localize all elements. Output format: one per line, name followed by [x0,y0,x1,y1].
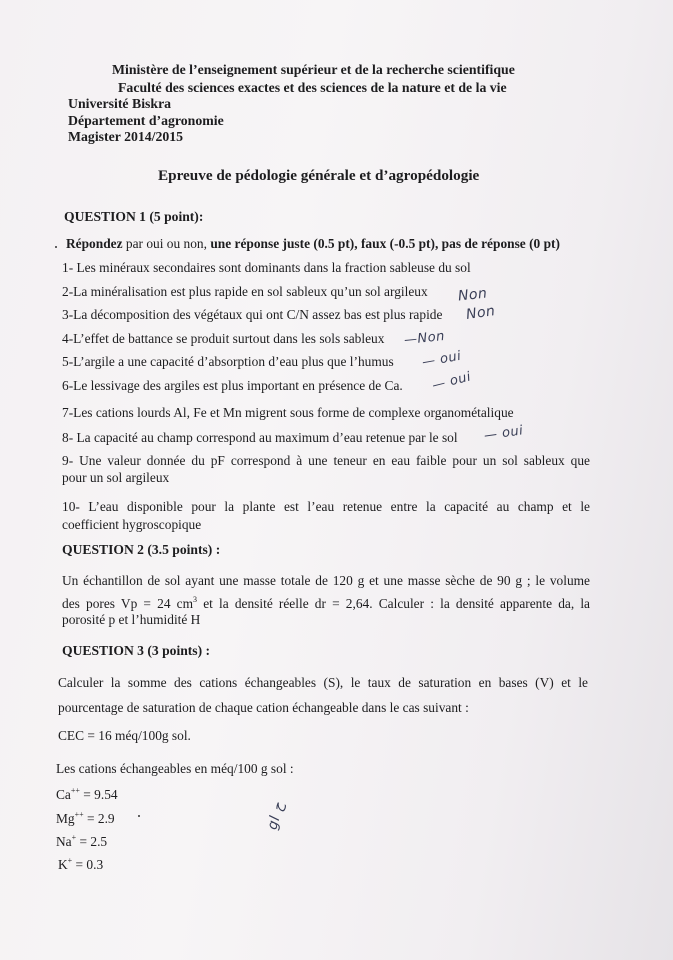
q2-line-2 [62,596,590,612]
stray-dot [138,815,140,817]
question3-heading: QUESTION 3 (3 points) : [62,643,211,658]
handwritten-answer-4: —Non [403,328,446,349]
handwritten-answer-5: — oui [420,348,463,371]
q2-pores-text: des pores Vp = 24 cm [62,596,194,611]
q1-item-4: 4-L’effet de battance se produit surtout dans les sols sableux [62,331,385,346]
q2-line-3: porosité p et l’humidité H [62,612,201,627]
handwritten-answer-6: — oui [430,369,473,394]
q1-item-3: 3-La décomposition des végétaux qui ont C/N assez bas est plus rapide [62,307,443,322]
instruction-part-b: par oui ou non, [122,236,211,251]
cation-k [58,857,103,873]
q1-item-7: 7-Les cations lourds Al, Fe et Mn migrent sous forme de complexe organométalique [62,405,514,420]
ministry-line: Ministère de l’enseignement supérieur et de la recherche scientifique [112,62,515,77]
margin-mark [55,246,57,248]
page-title: Epreuve de pédologie générale et d’agropédologie [158,167,480,184]
cation-charge: + [71,833,77,842]
cation-ion: Na [56,834,72,849]
handwritten-answer-8: — oui [483,423,525,444]
cation-ion: Ca [56,787,71,802]
q2-line-1: Un échantillon de sol ayant une masse totale de 120 g et une masse sèche de 90 g ; le volume [62,573,590,588]
program-line: Magister 2014/2015 [68,129,184,144]
handwritten-answer-3: Non [465,303,497,323]
q1-item-9-cont: pour un sol argileux [62,470,170,485]
cation-value: = 9.54 [79,787,118,802]
q1-item-1: 1- Les minéraux secondaires sont dominants dans la fraction sableuse du sol [62,260,471,275]
question1-instruction [66,236,560,252]
q3-line-2: pourcentage de saturation de chaque cation échangeable dans le cas suivant : [58,700,469,715]
cation-ion: Mg [56,811,75,826]
cation-value: = 0.3 [72,857,104,872]
q1-item-6: 6-Le lessivage des argiles est plus important en présence de Ca. [62,378,403,393]
cations-label: Les cations échangeables en méq/100 g sol : [56,761,294,776]
handwritten-scribble: gl ح [264,800,288,832]
cation-ion: K [58,857,68,872]
cation-na [56,834,107,850]
cec-value: CEC = 16 méq/100g sol. [58,728,191,743]
cation-mg [56,811,115,827]
cation-value: = 2.5 [76,834,108,849]
cube-exponent: 3 [193,595,198,604]
q2-density-text: et la densité réelle dr = 2,64. Calculer : la densité apparente da, la [197,596,590,611]
q1-item-10-cont: coefficient hygroscopique [62,517,202,532]
q1-item-5: 5-L’argile a une capacité d’absorption d’eau plus que l’humus [62,354,394,369]
question1-heading: QUESTION 1 (5 point): [64,209,204,224]
handwritten-answer-2: Non [457,285,489,305]
faculty-line: Faculté des sciences exactes et des sciences de la nature et de la vie [118,80,507,95]
q1-item-8: 8- La capacité au champ correspond au maximum d’eau retenue par le sol [62,430,458,445]
department-line: Département d’agronomie [68,113,224,128]
q1-item-10: 10- L’eau disponible pour la plante est l’eau retenue entre la capacité au champ et le [62,499,590,514]
cation-value: = 2.9 [83,811,115,826]
q1-item-2: 2-La minéralisation est plus rapide en sol sableux qu’un sol argileux [62,284,428,299]
university-line: Université Biskra [68,96,172,111]
cation-charge: ++ [70,786,80,795]
q3-line-1: Calculer la somme des cations échangeables (S), le taux de saturation en bases (V) et le [58,675,588,690]
instruction-part-a: Répondez [66,236,123,251]
question2-heading: QUESTION 2 (3.5 points) : [62,542,221,557]
cation-charge: + [67,856,73,865]
cation-charge: ++ [74,810,84,819]
instruction-part-c: une réponse juste (0.5 pt), faux (-0.5 pt), pas de réponse (0 pt) [210,236,560,251]
q1-item-9: 9- Une valeur donnée du pF correspond à une teneur en eau faible pour un sol sableux que [62,453,590,468]
cation-ca [56,787,118,803]
